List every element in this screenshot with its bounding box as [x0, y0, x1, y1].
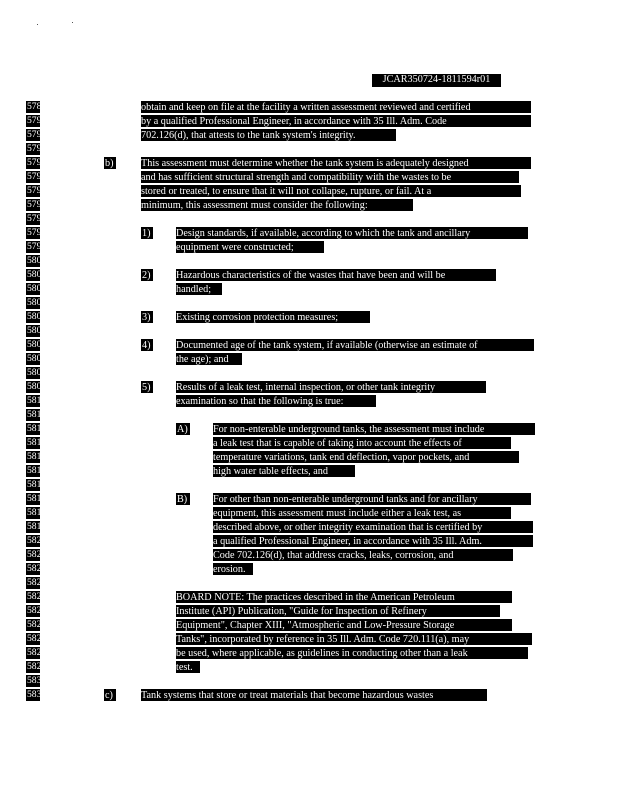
document-header-code: JCAR350724-1811594r01 — [372, 74, 501, 87]
subitem-a-line: high water table effects, and — [213, 465, 355, 477]
scan-speck — [72, 22, 73, 23]
intro-line: obtain and keep on file at the facility a written assessment reviewed and certified — [141, 101, 531, 113]
line-number: 5824 — [27, 591, 47, 602]
line-number: 5792 — [27, 143, 47, 154]
subitem-4-marker: 4) — [141, 339, 153, 351]
subitem-5-marker: 5) — [141, 381, 153, 393]
item-c-marker: c) — [104, 689, 116, 701]
line-number: 5789 — [27, 101, 47, 112]
item-b-line: stored or treated, to ensure that it will not collapse, rupture, or fail. At a — [141, 185, 521, 197]
line-number: 5809 — [27, 381, 47, 392]
line-number: 5813 — [27, 437, 47, 448]
subitem-a-line: a leak test that is capable of taking into account the effects of — [213, 437, 511, 449]
subitem-2-marker: 2) — [141, 269, 153, 281]
line-number: 5798 — [27, 227, 47, 238]
line-number: 5793 — [27, 157, 47, 168]
item-b-line: and has sufficient structural strength and compatibility with the wastes to be — [141, 171, 519, 183]
subitem-5-line: examination so that the following is true: — [176, 395, 376, 407]
line-number: 5801 — [27, 269, 47, 280]
line-number: 5802 — [27, 283, 47, 294]
line-number: 5796 — [27, 199, 47, 210]
subitem-b-line: For other than non-enterable underground tanks and for ancillary — [213, 493, 531, 505]
line-number: 5825 — [27, 605, 47, 616]
line-number: 5805 — [27, 325, 47, 336]
subitem-4-line: the age); and — [176, 353, 242, 365]
line-number: 5790 — [27, 115, 47, 126]
subitem-2-line: Hazardous characteristics of the wastes that have been and will be — [176, 269, 496, 281]
subitem-a-line: temperature variations, tank end deflection, vapor pockets, and — [213, 451, 519, 463]
subitem-5-line: Results of a leak test, internal inspection, or other tank integrity — [176, 381, 486, 393]
line-number: 5812 — [27, 423, 47, 434]
board-note-line: Institute (API) Publication, "Guide for Inspection of Refinery — [176, 605, 500, 617]
intro-line: 702.126(d), that attests to the tank system's integrity. — [141, 129, 396, 141]
line-number: 5811 — [27, 409, 46, 420]
scan-speck — [37, 24, 38, 25]
board-note-line: BOARD NOTE: The practices described in the American Petroleum — [176, 591, 512, 603]
line-number: 5814 — [27, 451, 47, 462]
subitem-b-line: equipment, this assessment must include either a leak test, as — [213, 507, 511, 519]
line-number: 5822 — [27, 563, 47, 574]
subitem-b-line: Code 702.126(d), that address cracks, leaks, corrosion, and — [213, 549, 513, 561]
line-number: 5803 — [27, 297, 47, 308]
subitem-b-line: a qualified Professional Engineer, in accordance with 35 Ill. Adm. — [213, 535, 533, 547]
subitem-b-marker: B) — [176, 493, 190, 505]
line-number: 5819 — [27, 521, 47, 532]
item-b-marker: b) — [104, 157, 116, 169]
line-number: 5831 — [27, 689, 47, 700]
line-number: 5829 — [27, 661, 47, 672]
line-number: 5804 — [27, 311, 47, 322]
board-note-line: Tanks", incorporated by reference in 35 Ill. Adm. Code 720.111(a), may — [176, 633, 532, 645]
line-number: 5800 — [27, 255, 47, 266]
line-number: 5821 — [27, 549, 47, 560]
item-b-line: This assessment must determine whether the tank system is adequately designed — [141, 157, 531, 169]
line-number: 5823 — [27, 577, 47, 588]
line-number: 5799 — [27, 241, 47, 252]
subitem-4-line: Documented age of the tank system, if available (otherwise an estimate of — [176, 339, 534, 351]
board-note-line: Equipment", Chapter XIII, "Atmospheric and Low-Pressure Storage — [176, 619, 512, 631]
item-c-line: Tank systems that store or treat materials that become hazardous wastes — [141, 689, 487, 701]
line-number: 5795 — [27, 185, 47, 196]
line-number: 5794 — [27, 171, 47, 182]
line-number: 5806 — [27, 339, 47, 350]
line-number: 5827 — [27, 633, 47, 644]
subitem-b-line: erosion. — [213, 563, 253, 575]
line-number: 5808 — [27, 367, 47, 378]
line-number: 5816 — [27, 479, 47, 490]
line-number: 5810 — [27, 395, 47, 406]
subitem-3-marker: 3) — [141, 311, 153, 323]
board-note-line: test. — [176, 661, 200, 673]
subitem-1-marker: 1) — [141, 227, 153, 239]
line-number: 5807 — [27, 353, 47, 364]
subitem-2-line: handled; — [176, 283, 222, 295]
subitem-b-line: described above, or other integrity examination that is certified by — [213, 521, 533, 533]
line-number: 5828 — [27, 647, 47, 658]
subitem-1-line: Design standards, if available, according to which the tank and ancillary — [176, 227, 528, 239]
subitem-3-line: Existing corrosion protection measures; — [176, 311, 370, 323]
line-number: 5820 — [27, 535, 47, 546]
intro-line: by a qualified Professional Engineer, in accordance with 35 Ill. Adm. Code — [141, 115, 531, 127]
board-note-line: be used, where applicable, as guidelines in conducting other than a leak — [176, 647, 528, 659]
item-b-line: minimum, this assessment must consider the following: — [141, 199, 413, 211]
subitem-a-marker: A) — [176, 423, 190, 435]
line-number: 5818 — [27, 507, 47, 518]
line-number: 5791 — [27, 129, 47, 140]
line-number: 5830 — [27, 675, 47, 686]
subitem-a-line: For non-enterable underground tanks, the assessment must include — [213, 423, 535, 435]
line-number: 5826 — [27, 619, 47, 630]
line-number: 5815 — [27, 465, 47, 476]
line-number: 5817 — [27, 493, 47, 504]
line-number: 5797 — [27, 213, 47, 224]
subitem-1-line: equipment were constructed; — [176, 241, 324, 253]
